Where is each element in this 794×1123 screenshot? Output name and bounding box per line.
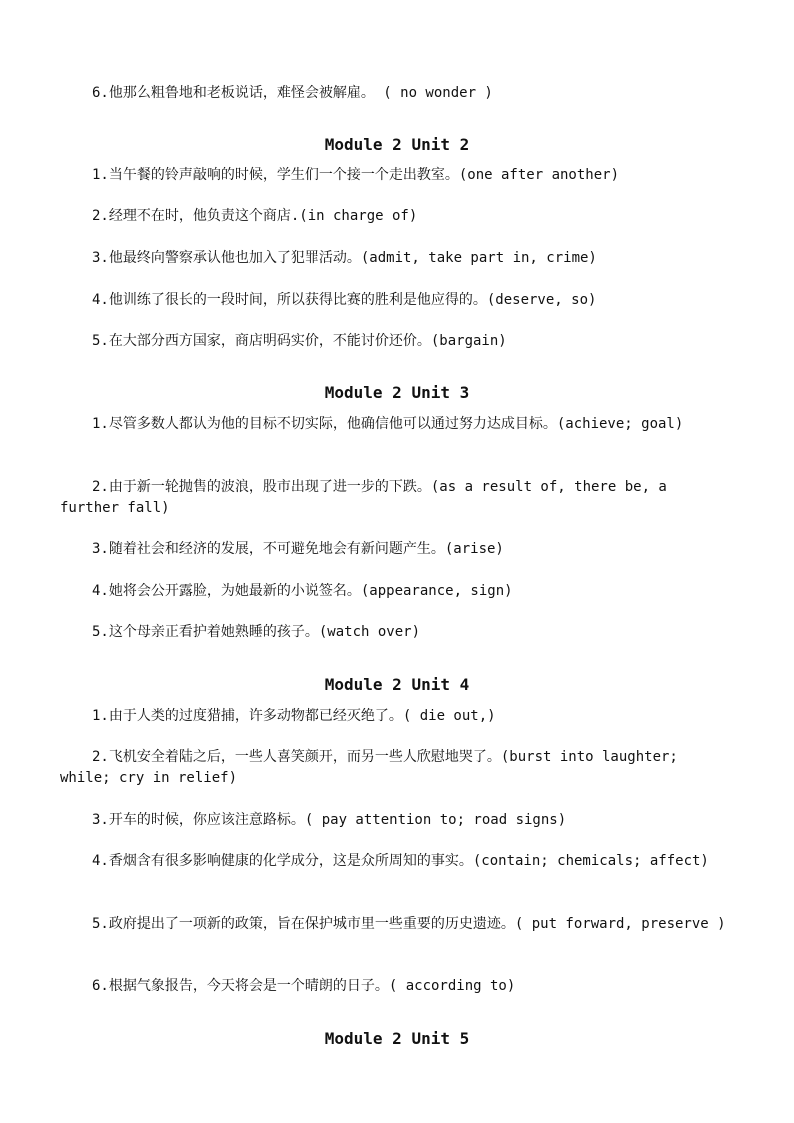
- sentence-item: 1.尽管多数人都认为他的目标不切实际，他确信他可以通过努力达成目标。(achieve; goal): [92, 416, 684, 432]
- section-heading: Module 2 Unit 2: [324, 135, 470, 154]
- sentence-item: 2.经理不在时，他负责这个商店.(in charge of): [92, 208, 418, 224]
- sentence-item: 2.由于新一轮抛售的波浪，股市出现了进一步的下跌。(as a result of, there be, a further fall): [60, 479, 667, 516]
- sentence-item: 4.他训练了很长的一段时间，所以获得比赛的胜利是他应得的。(deserve, so): [92, 292, 597, 308]
- sentence-item: 2.飞机安全着陆之后，一些人喜笑颜开，而另一些人欣慰地哭了。(burst into laughter; while; cry in relief): [60, 749, 678, 786]
- section-heading: Module 2 Unit 5: [324, 1029, 470, 1048]
- sentence-item: 4.她将会公开露脸，为她最新的小说签名。(appearance, sign): [92, 583, 513, 599]
- sentence-item: 3.开车的时候，你应该注意路标。( pay attention to; road signs): [92, 812, 567, 828]
- sentence-item: 4.香烟含有很多影响健康的化学成分，这是众所周知的事实。(contain; chemicals; affect): [92, 853, 709, 869]
- sentence-item: 5.政府提出了一项新的政策，旨在保护城市里一些重要的历史遗迹。( put forward, preserve ): [92, 916, 726, 932]
- sentence-item: 1.当午餐的铃声敲响的时候，学生们一个接一个走出教室。(one after another): [92, 167, 620, 183]
- sentence-item: 1.由于人类的过度猎捕，许多动物都已经灭绝了。( die out,): [92, 708, 496, 724]
- section-heading: Module 2 Unit 3: [324, 383, 470, 402]
- sentence-item: 6.他那么粗鲁地和老板说话，难怪会被解雇。 ( no wonder ): [92, 85, 493, 101]
- sentence-item: 5.在大部分西方国家，商店明码实价，不能讨价还价。(bargain): [92, 333, 507, 349]
- sentence-item: 6.根据气象报告，今天将会是一个晴朗的日子。( according to): [92, 978, 516, 994]
- sentence-item: 3.他最终向警察承认他也加入了犯罪活动。(admit, take part in, crime): [92, 250, 597, 266]
- sentence-item: 3.随着社会和经济的发展，不可避免地会有新问题产生。(arise): [92, 541, 504, 557]
- sentence-item: 5.这个母亲正看护着她熟睡的孩子。(watch over): [92, 624, 421, 640]
- section-heading: Module 2 Unit 4: [324, 675, 470, 694]
